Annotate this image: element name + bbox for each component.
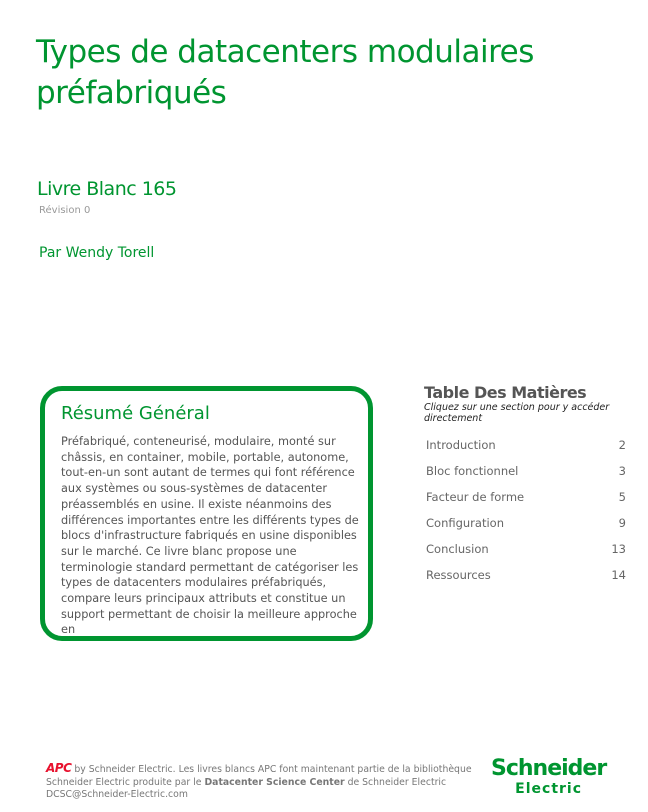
revision: Révision 0 (39, 205, 91, 216)
toc-item-bloc-fonctionnel[interactable] (424, 458, 626, 484)
toc-page: 13 (611, 542, 626, 556)
toc-item-conclusion[interactable] (424, 536, 626, 562)
toc-page: 2 (618, 438, 626, 452)
toc-page: 9 (618, 516, 626, 530)
toc-label: Conclusion (426, 542, 489, 556)
toc-label: Ressources (426, 568, 491, 582)
toc-item-facteur-de-forme[interactable] (424, 484, 626, 510)
toc-item-configuration[interactable] (424, 510, 626, 536)
table-of-contents (424, 383, 626, 588)
white-paper-number: Livre Blanc 165 (37, 178, 177, 200)
footer-line-2a: Schneider Electric produite par le (46, 776, 205, 788)
toc-page: 14 (611, 568, 626, 582)
footer-email[interactable]: DCSC@Schneider-Electric.com (46, 789, 188, 800)
footer-note (46, 762, 476, 802)
toc-label: Configuration (426, 516, 504, 530)
summary-heading: Résumé Général (61, 403, 210, 424)
toc-page: 5 (618, 490, 626, 504)
author: Par Wendy Torell (39, 245, 155, 261)
logo-top: Schneider (491, 756, 607, 781)
apc-logo: APC (46, 761, 72, 775)
footer-line-2c: de Schneider Electric (344, 776, 447, 788)
document-title: Types de datacenters modulaires préfabriqués (36, 34, 534, 111)
toc-hint: Cliquez sur une section pour y accéder directement (424, 402, 610, 424)
toc-page: 3 (618, 464, 626, 478)
summary-body: Préfabriqué, conteneurisé, modulaire, monté sur châssis, en container, mobile, portable, autonome, tout-en-un sont autant de termes qui font référence aux systèmes ou sous-systèmes de datacenter préassemblés en usine. Il existe néanmoins des différences importantes entre les différents types de blocs d'infrastructure fabriqués en usine disponibles sur le marché. Ce livre blanc propose une terminologie standard permettant de catégoriser les types de datacenters modulaires préfabriqués, compare leurs principaux attributs et constitue un support permettant de choisir la meilleure approche en (61, 435, 359, 637)
logo-bottom: Electric (515, 781, 583, 797)
executive-summary-box (40, 386, 373, 641)
schneider-electric-logo (491, 757, 606, 797)
footer-line-1: by Schneider Electric. Les livres blancs APC font maintenant partie de la bibliothèque (71, 764, 472, 775)
toc-heading: Table Des Matières (424, 383, 587, 402)
toc-label: Bloc fonctionnel (426, 464, 519, 478)
toc-label: Introduction (426, 438, 496, 452)
toc-item-introduction[interactable] (424, 432, 626, 458)
toc-label: Facteur de forme (426, 490, 525, 504)
toc-item-ressources[interactable] (424, 562, 626, 588)
footer-dcsc: Datacenter Science Center (204, 776, 345, 788)
